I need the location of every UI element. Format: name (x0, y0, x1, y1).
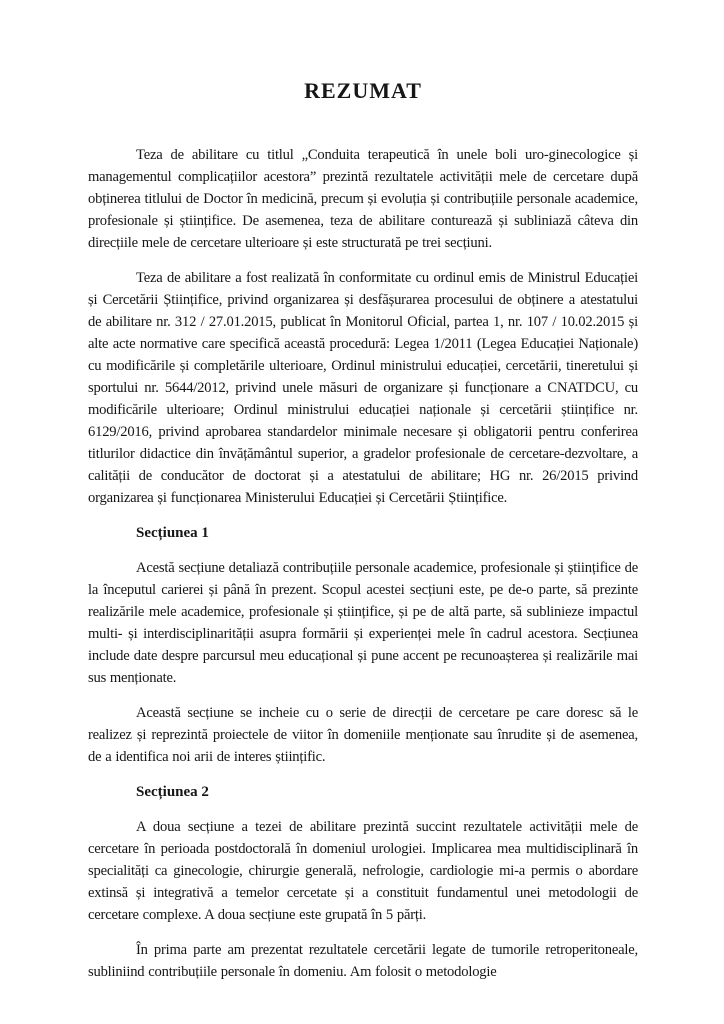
section-1-paragraph-1: Acestă secțiune detaliază contribuțiile personale academice, profesionale și științifice de la începutul carierei și până în prezent. Scopul acestei secțiuni este, pe de-o parte, să prezinte realizările mele academice, profesionale și științifice, și pe de altă parte, să sublinieze impactul multi- și interdisciplinarității asupra formării și experienței mele în cadrul acestora. Secțiunea include date despre parcursul meu educațional și pune accent pe recunoașterea și realizările mai sus menționate. (88, 560, 638, 686)
section-2-heading: Secțiunea 2 (136, 784, 209, 800)
section-1-paragraph-2: Această secțiune se incheie cu o serie de direcții de cercetare pe care doresc să le realizez și reprezintă proiectele de viitor în domeniile menționate sau înrudite și de asemenea, de a identifica noi arii de interes științific. (88, 705, 638, 765)
section-2-paragraph-2: În prima parte am prezentat rezultatele cercetării legate de tumorile retroperitoneale, subliniind contribuțiile personale în domeniu. Am folosit o metodologie (88, 942, 638, 980)
page-title: REZUMAT (304, 78, 422, 103)
section-1-heading: Secțiunea 1 (136, 525, 209, 541)
section-2-paragraph-1: A doua secțiune a tezei de abilitare prezintă succint rezultatele activității mele de cercetare în perioada postdoctorală în domeniul urologiei. Implicarea mea multidisciplinară în specialități ca ginecologie, chirurgie generală, nefrologie, cardiologie mi-a permis o abordare extinsă și integrativă a temelor cercetate și a constituit fundamentul unei metodologii de cercetare complexe. A doua secțiune este grupată în 5 părți. (88, 819, 638, 923)
intro-paragraph-2: Teza de abilitare a fost realizată în conformitate cu ordinul emis de Ministrul Educației și Cercetării Științifice, privind organizarea și desfășurarea procesului de obținere a atestatului de abilitare nr. 312 / 27.01.2015, publicat în Monitorul Oficial, partea 1, nr. 107 / 10.02.2015 și alte acte normative care specifică această procedură: Legea 1/2011 (Legea Educației Naționale) cu modificările și completările ulterioare, Ordinul ministrului educației, cercetării, tineretului și sportului nr. 5644/2012, privind unele măsuri de organizare și funcționare a CNATDCU, cu modificările ulterioare; Ordinul ministrului educației naționale și cercetării științifice nr. 6129/2016, privind aprobarea standardelor minimale necesare și obligatorii pentru conferirea titlurilor didactice din învățământul superior, a gradelor profesionale de cercetare-dezvoltare, a calității de conducător de doctorat și a atestatului de abilitare; HG nr. 26/2015 privind organizarea și funcționarea Ministerului Educației și Cercetării Științifice. (88, 270, 638, 506)
intro-paragraph-1: Teza de abilitare cu titlul „Conduita terapeutică în unele boli uro-ginecologice și managementul complicațiilor acestora” prezintă rezultatele activității mele de cercetare după obținerea titlului de Doctor în medicină, precum și evoluția și contribuțiile personale academice, profesionale și științifice. De asemenea, teza de abilitare conturează și subliniază câteva din direcțiile mele de cercetare ulterioare și este structurată pe trei secțiuni. (88, 147, 638, 251)
